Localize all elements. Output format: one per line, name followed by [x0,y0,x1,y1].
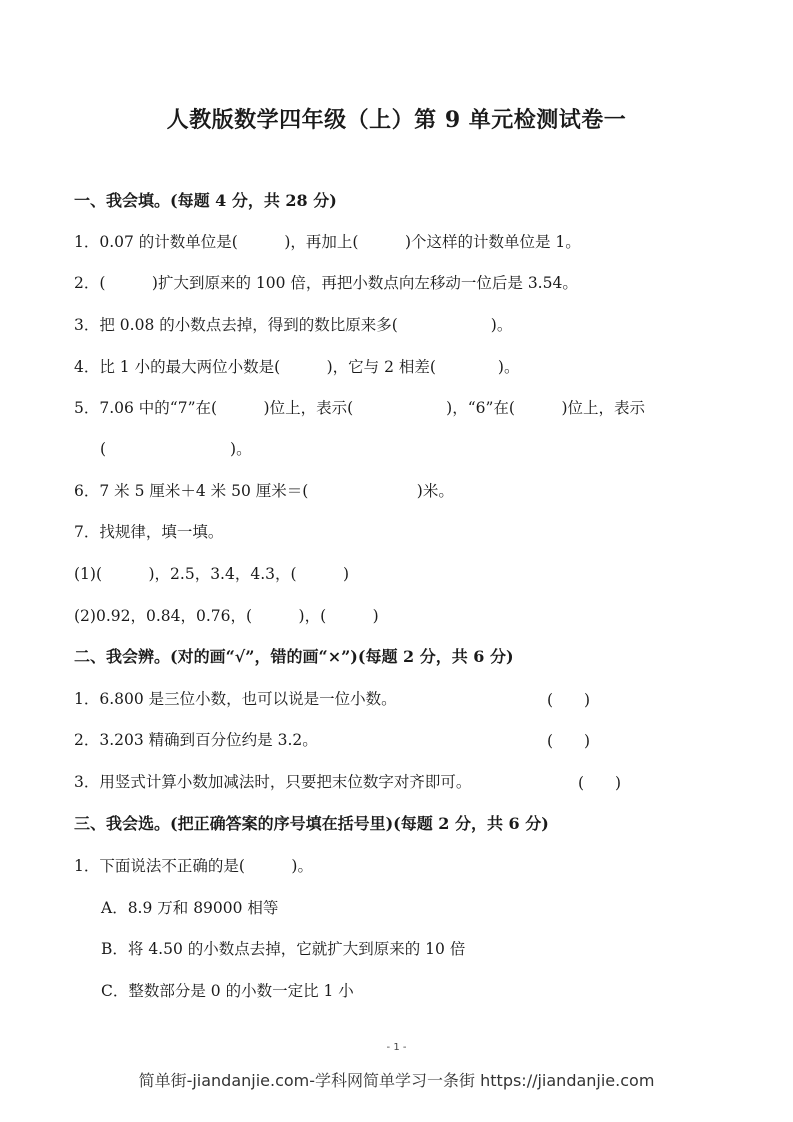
judge-bracket-1: ( ) [547,691,591,709]
judge-bracket-2: ( ) [547,732,591,750]
section-1-heading: 一、我会填。(每题 4 分，共 28 分) [74,191,337,210]
question-1-6: 6．7 米 5 厘米＋4 米 50 厘米＝( )米。 [74,482,454,500]
question-1-7-1: (1)( )，2.5，3.4，4.3，( ) [74,565,350,583]
question-1-3: 3．把 0.08 的小数点去掉，得到的数比原来多( )。 [74,316,513,334]
judge-item-3: 3．用竖式计算小数加减法时，只要把末位数字对齐即可。 [74,773,472,791]
question-1-1: 1．0.07 的计数单位是( )，再加上( )个这样的计数单位是 1。 [74,233,581,251]
question-1-5-line1: 5．7.06 中的“7”在( )位上，表示( )，“6”在( )位上，表示 [74,399,646,417]
question-1-2: 2．( )扩大到原来的 100 倍，再把小数点向左移动一位后是 3.54。 [74,274,578,292]
question-1-5-line2: ( )。 [100,440,252,458]
page-title: 人教版数学四年级（上）第 9 单元检测试卷一 [166,107,627,133]
choice-question-1: 1．下面说法不正确的是( )。 [74,857,313,875]
choice-option-b: B．将 4.50 的小数点去掉，它就扩大到原来的 10 倍 [101,940,466,958]
judge-item-2: 2．3.203 精确到百分位约是 3.2。 [74,731,318,749]
judge-bracket-3: ( ) [578,774,622,792]
judge-item-1: 1．6.800 是三位小数，也可以说是一位小数。 [74,690,397,708]
question-1-4: 4．比 1 小的最大两位小数是( )，它与 2 相差( )。 [74,358,520,376]
choice-option-a: A．8.9 万和 89000 相等 [101,899,279,917]
page-number: - 1 - [386,1042,407,1053]
section-2-heading: 二、我会辨。(对的画“√”，错的画“×”)(每题 2 分，共 6 分) [74,647,514,666]
choice-option-c: C．整数部分是 0 的小数一定比 1 小 [101,982,354,1000]
question-1-7-2: (2)0.92，0.84，0.76，( )，( ) [74,607,379,625]
section-3-heading: 三、我会选。(把正确答案的序号填在括号里)(每题 2 分，共 6 分) [74,814,549,833]
question-1-7: 7．找规律，填一填。 [74,523,224,541]
footer-watermark: 简单街-jiandanjie.com-学科网简单学习一条街 https://jiandanjie.com [138,1071,655,1090]
